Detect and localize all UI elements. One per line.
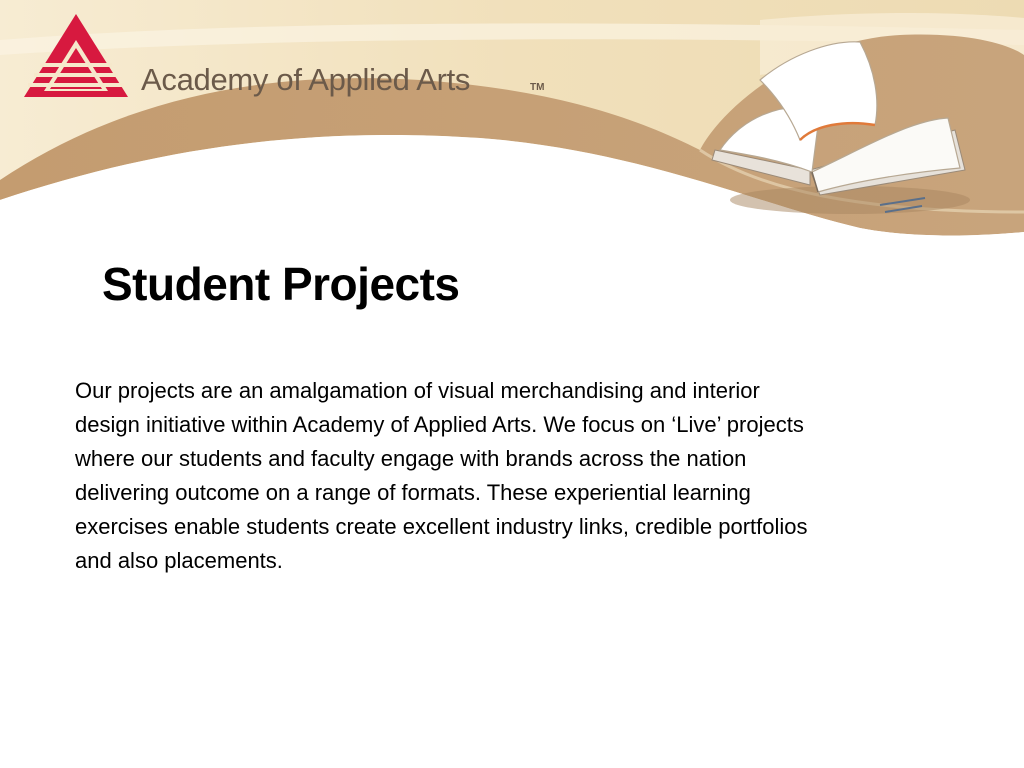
body-line: delivering outcome on a range of formats. These experiential learning	[75, 480, 751, 505]
body-line: design initiative within Academy of Applied Arts. We focus on ‘Live’ projects	[75, 412, 804, 437]
header-banner	[0, 0, 1024, 250]
trademark-mark: TM	[530, 82, 545, 93]
brand-name: Academy of Applied Arts	[141, 62, 471, 97]
body-paragraph	[75, 374, 975, 578]
body-line: Our projects are an amalgamation of visual merchandising and interior	[75, 378, 760, 403]
body-line: where our students and faculty engage with brands across the nation	[75, 446, 747, 471]
body-line: exercises enable students create excellent industry links, credible portfolios	[75, 514, 808, 539]
body-line: and also placements.	[75, 548, 283, 573]
slide-title: Student Projects	[102, 258, 460, 310]
